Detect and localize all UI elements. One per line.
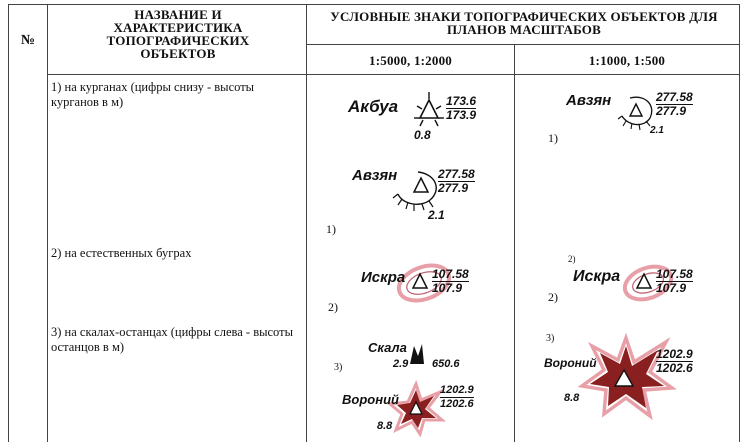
ostanets-star-icon [388, 382, 444, 436]
voroniy-a-tag: 3) [334, 362, 343, 373]
voroniy-b-name: Вороний [544, 356, 597, 370]
row-3-description: 3) на скалах-останцах (цифры слева - высоты останцов в м) [51, 325, 294, 354]
voroniy-b-left-value: 8.8 [564, 392, 580, 404]
kurgan-triangle-icon [412, 92, 446, 128]
akbua-elevation [446, 95, 476, 122]
voroniy-a-top-value: 1202.9 [440, 384, 474, 396]
row-1-description: 1) на курганах (цифры снизу - высоты курганов в м) [51, 80, 255, 109]
akbua-bottom-value: 173.9 [446, 108, 477, 122]
avzyan-a-elevation [438, 168, 475, 195]
col-symbols-header: УСЛОВНЫЕ ЗНАКИ ТОПОГРАФИЧЕСКИХ ОБЪЕКТОВ ДЛЯ ПЛАНОВ МАСШТАБОВ [330, 9, 718, 37]
scale-header-2: 1:1000, 1:500 [588, 53, 666, 68]
skala-left-value: 2.9 [393, 358, 409, 370]
akbua-top-value: 173.6 [446, 94, 477, 108]
scale-header-1: 1:5000, 1:2000 [369, 53, 452, 68]
akbua-name: Акбуа [348, 97, 399, 116]
col-name-header: НАЗВАНИЕ И ХАРАКТЕРИСТИКА ТОПОГРАФИЧЕСКИХ ОБЪЕКТОВ [106, 7, 250, 61]
skala-right-value: 650.6 [432, 358, 460, 370]
iskra-b-elevation [656, 268, 693, 295]
avzyan-a-top-value: 277.58 [438, 167, 475, 181]
iskra-b-tag: 2) [548, 290, 558, 304]
col-divider-3 [514, 44, 515, 442]
voroniy-a-name: Вороний [342, 392, 399, 407]
skala-name: Скала [368, 340, 407, 355]
iskra-a-name: Искра [361, 269, 406, 286]
avzyan-a-bottom-value: 277.9 [438, 181, 469, 195]
iskra-b-bottom-value: 107.9 [656, 281, 687, 295]
voroniy-a-left-value: 8.8 [377, 420, 393, 432]
iskra-a-top-value: 107.58 [432, 267, 469, 281]
table-border-top [8, 4, 740, 5]
col-number-header: № [20, 33, 36, 48]
table-border-right [739, 4, 740, 442]
header-subdivider [306, 44, 740, 45]
col-divider-2 [306, 4, 307, 442]
skala-rock-icon [408, 342, 426, 366]
voroniy-b-top-value: 1202.9 [656, 347, 693, 361]
col-divider-1 [47, 4, 48, 442]
iskra-b-tag-top: 2) [568, 254, 576, 264]
table-border-left [8, 4, 9, 442]
avzyan-b-elevation [656, 91, 693, 118]
voroniy-a-bottom-value: 1202.6 [440, 398, 474, 410]
avzyan-b-top-value: 277.58 [656, 90, 693, 104]
avzyan-a-name: Авзян [352, 167, 398, 184]
iskra-b-top-value: 107.58 [656, 267, 693, 281]
voroniy-a-elevation [440, 384, 474, 411]
iskra-b-name: Искра [573, 268, 621, 285]
avzyan-b-bottom-value: 277.9 [656, 104, 687, 118]
avzyan-b-tag: 1) [548, 131, 558, 145]
header-bottom [47, 74, 740, 75]
iskra-a-elevation [432, 268, 469, 295]
voroniy-b-bottom-value: 1202.6 [656, 361, 693, 375]
avzyan-b-name: Авзян [566, 92, 612, 109]
voroniy-b-tag: 3) [546, 333, 555, 344]
akbua-below-value: 0.8 [414, 128, 431, 142]
row-2-description: 2) на естественных буграх [51, 246, 192, 260]
iskra-a-tag: 2) [328, 300, 338, 314]
voroniy-b-elevation [656, 348, 693, 375]
avzyan-a-tag: 1) [326, 222, 336, 236]
iskra-a-bottom-value: 107.9 [432, 281, 463, 295]
avzyan-a-below-value: 2.1 [428, 208, 445, 222]
avzyan-b-below-value: 2.1 [650, 125, 664, 136]
